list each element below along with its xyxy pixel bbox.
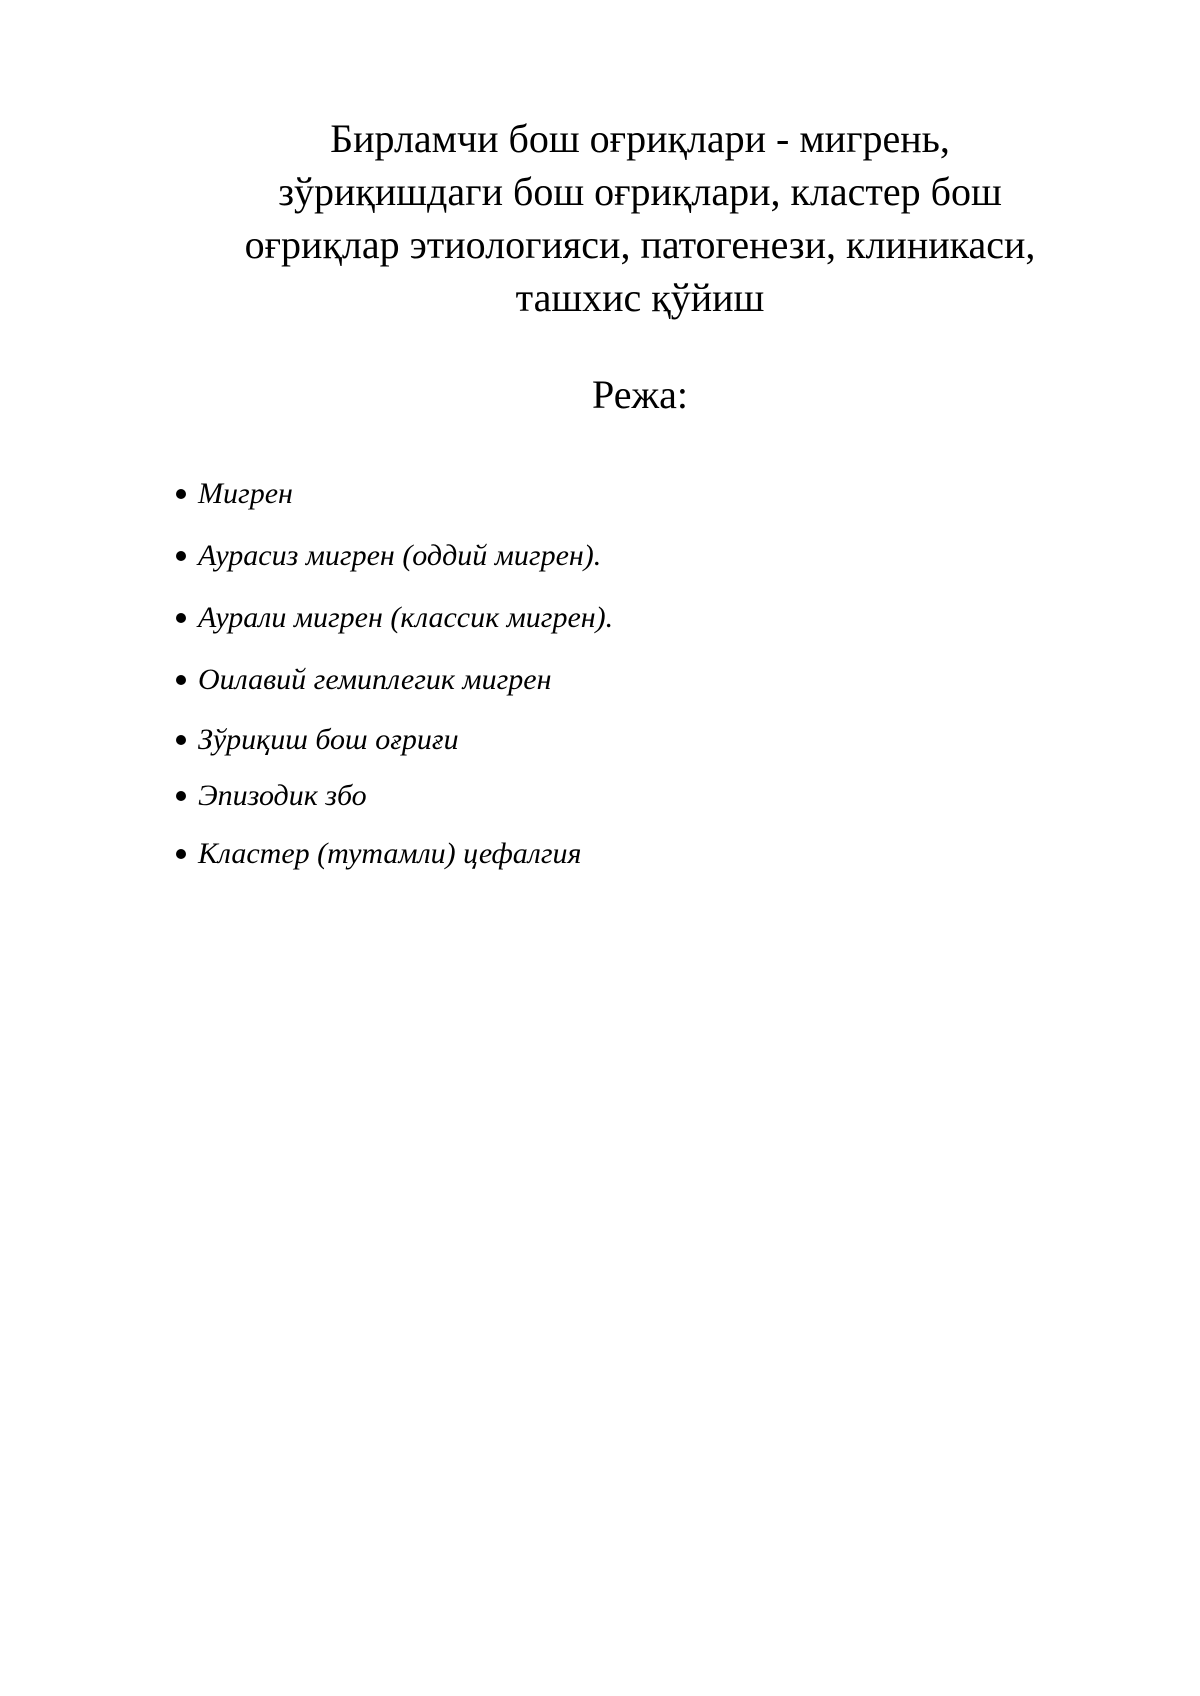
list-item-text: Аурали мигрен (классик мигрен).: [198, 601, 614, 634]
list-item-text: Мигрен: [198, 477, 293, 510]
plan-heading: Режа:: [592, 372, 688, 417]
list-item-text: Оилавий гемиплегик мигрен: [198, 663, 552, 696]
title-line: ташхис қўйиш: [515, 275, 765, 320]
title-line: оғриқлар этиологияси, патогенези, клиникаси,: [244, 222, 1036, 267]
bullet-icon: [176, 675, 186, 685]
list-item-text: Кластер (тутамли) цефалгия: [198, 837, 582, 870]
title-line: зўриқишдаги бош оғриқлари, кластер бош: [278, 169, 1002, 214]
list-item: [176, 722, 459, 758]
bullet-icon: [176, 551, 186, 561]
title-line: Бирламчи бош оғриқлари - мигрень,: [330, 116, 950, 161]
list-item-text: Эпизодик збо: [198, 779, 367, 812]
bullet-icon: [176, 613, 186, 623]
list-item: [176, 836, 581, 872]
list-item: [176, 600, 613, 636]
document-title: [150, 112, 1130, 324]
list-item-text: Зўриқиш бош оғриғи: [198, 723, 459, 756]
bullet-icon: [176, 791, 186, 801]
list-item-text: Аурасиз мигрен (оддий мигрен).: [198, 539, 602, 572]
list-item: [176, 476, 293, 512]
list-item: [176, 538, 601, 574]
list-item: [176, 778, 367, 814]
bullet-icon: [176, 849, 186, 859]
bullet-icon: [176, 489, 186, 499]
list-item: [176, 662, 551, 698]
bullet-icon: [176, 735, 186, 745]
